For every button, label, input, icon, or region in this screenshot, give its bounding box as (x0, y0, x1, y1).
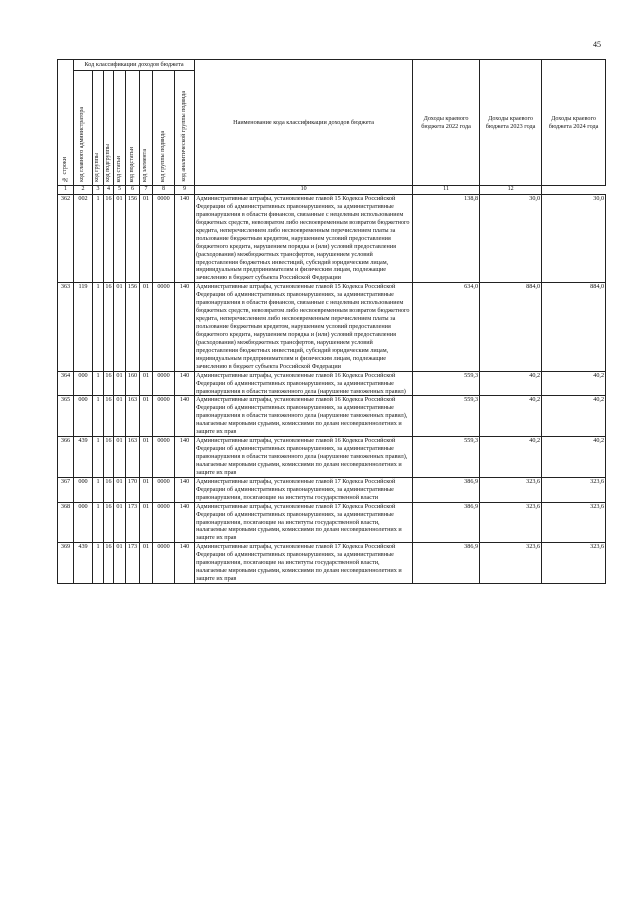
admin-code: 000 (74, 396, 93, 437)
header-admin: код главного администратора (74, 71, 93, 186)
income-name: Административные штрафы, установленные главой 15 Кодекса Российской Федерации об административных правонарушениях, за административные правонарушения в области финансов, связанные с нецелевым использованием бюджетных средств, невозвратом либо несвоевременным возвратом бюджетного кредита, неперечислением либо несвоевременным перечислением платы за пользование бюджетным кредитом, нарушением условий предоставления бюджетного кредита, нарушением порядка и (или) условий предоставления (расходования) межбюджетных трансфертов, нарушением условий предоставления бюджетных инвестиций, субсидий юридическим лицам, индивидуальным предпринимателям и физическим лицам, подлежащие зачислению в бюджет субъекта Российской Федерации (195, 283, 413, 371)
table-row (58, 543, 606, 584)
income-2022: 559,3 (413, 371, 480, 396)
subkind-code: 0000 (153, 477, 175, 502)
admin-code: 439 (74, 437, 93, 478)
income-2022: 559,3 (413, 437, 480, 478)
income-name: Административные штрафы, установленные главой 16 Кодекса Российской Федерации об административных правонарушениях, за административные правонарушения в области таможенного дела (нарушение таможенных правил), налагаемые мировыми судьями, комиссиями по делам несовершеннолетних и защите их прав (195, 396, 413, 437)
income-2022: 138,8 (413, 195, 480, 283)
income-2024: 30,0 (542, 195, 606, 283)
element-code: 01 (140, 502, 153, 543)
table-row (58, 371, 606, 396)
analytic-code: 140 (175, 371, 195, 396)
article-code: 01 (114, 477, 126, 502)
row-number: 363 (58, 283, 74, 371)
subgroup-code: 16 (104, 371, 114, 396)
subkind-code: 0000 (153, 437, 175, 478)
column-number: 9 (175, 186, 195, 195)
table-row (58, 283, 606, 371)
income-2023: 323,6 (480, 477, 542, 502)
income-name: Административные штрафы, установленные главой 17 Кодекса Российской Федерации об административных правонарушениях, за административные правонарушения, посягающие на институты государственной власти, налагаемые мировыми судьями, комиссиями по делам несовершеннолетних и защите их прав (195, 543, 413, 584)
row-number: 368 (58, 502, 74, 543)
admin-code: 000 (74, 477, 93, 502)
income-2022: 559,3 (413, 396, 480, 437)
row-number: 367 (58, 477, 74, 502)
group-code: 1 (93, 283, 104, 371)
row-number: 364 (58, 371, 74, 396)
subkind-code: 0000 (153, 195, 175, 283)
subgroup-code: 16 (104, 502, 114, 543)
element-code: 01 (140, 396, 153, 437)
subarticle-code: 160 (126, 371, 140, 396)
income-name: Административные штрафы, установленные главой 15 Кодекса Российской Федерации об административных правонарушениях, за административные правонарушения в области финансов, связанные с нецелевым использованием бюджетных средств, невозвратом либо несвоевременным возвратом бюджетного кредита, неперечислением либо несвоевременным перечислением платы за пользование бюджетным кредитом, нарушением условий предоставления бюджетного кредита, нарушением порядка и (или) условий предоставления (расходования) межбюджетных трансфертов, нарушением условий предоставления бюджетных инвестиций, субсидий юридическим лицам, индивидуальным предпринимателям и физическим лицам, подлежащие зачислению в бюджет субъекта Российской Федерации (195, 195, 413, 283)
analytic-code: 140 (175, 502, 195, 543)
admin-code: 000 (74, 371, 93, 396)
column-number: 5 (114, 186, 126, 195)
group-code: 1 (93, 543, 104, 584)
subgroup-code: 16 (104, 543, 114, 584)
income-2023: 323,6 (480, 543, 542, 584)
column-number: 6 (126, 186, 140, 195)
analytic-code: 140 (175, 477, 195, 502)
element-code: 01 (140, 371, 153, 396)
header-subkind: код группы подвида (153, 71, 175, 186)
table-row (58, 396, 606, 437)
column-number: 8 (153, 186, 175, 195)
header-2024: Доходы краевого бюджета 2024 года (542, 60, 606, 186)
admin-code: 439 (74, 543, 93, 584)
income-2023: 40,2 (480, 396, 542, 437)
header-2022: Доходы краевого бюджета 2022 года (413, 60, 480, 186)
income-2024: 40,2 (542, 396, 606, 437)
income-2023: 40,2 (480, 437, 542, 478)
header-analytic: код аналитической группы подвида (175, 71, 195, 186)
admin-code: 000 (74, 502, 93, 543)
income-2022: 386,9 (413, 502, 480, 543)
subgroup-code: 16 (104, 396, 114, 437)
row-number: 369 (58, 543, 74, 584)
header-name: Наименование кода классификации доходов бюджета (195, 60, 413, 186)
column-number-row (58, 186, 606, 195)
page-number: 45 (593, 40, 601, 49)
element-code: 01 (140, 283, 153, 371)
header-element: код элемента (140, 71, 153, 186)
income-2024: 323,6 (542, 543, 606, 584)
subarticle-code: 170 (126, 477, 140, 502)
group-code: 1 (93, 477, 104, 502)
article-code: 01 (114, 396, 126, 437)
row-number: 362 (58, 195, 74, 283)
article-code: 01 (114, 502, 126, 543)
subarticle-code: 163 (126, 437, 140, 478)
subgroup-code: 16 (104, 437, 114, 478)
admin-code: 002 (74, 195, 93, 283)
article-code: 01 (114, 283, 126, 371)
header-2023: Доходы краевого бюджета 2023 года (480, 60, 542, 186)
group-code: 1 (93, 396, 104, 437)
analytic-code: 140 (175, 396, 195, 437)
group-code: 1 (93, 437, 104, 478)
group-code: 1 (93, 371, 104, 396)
article-code: 01 (114, 437, 126, 478)
admin-code: 119 (74, 283, 93, 371)
element-code: 01 (140, 195, 153, 283)
table-row (58, 477, 606, 502)
column-number: 2 (74, 186, 93, 195)
column-number: 7 (140, 186, 153, 195)
header-subarticle: код подстатьи (126, 71, 140, 186)
subgroup-code: 16 (104, 283, 114, 371)
subarticle-code: 173 (126, 543, 140, 584)
income-2022: 386,9 (413, 477, 480, 502)
income-2024: 40,2 (542, 437, 606, 478)
subarticle-code: 156 (126, 195, 140, 283)
table-row (58, 195, 606, 283)
income-2024: 323,6 (542, 502, 606, 543)
income-2022: 386,9 (413, 543, 480, 584)
income-2023: 884,0 (480, 283, 542, 371)
element-code: 01 (140, 477, 153, 502)
income-2024: 323,6 (542, 477, 606, 502)
income-2024: 884,0 (542, 283, 606, 371)
header-group: код группы (93, 71, 104, 186)
income-2023: 40,2 (480, 371, 542, 396)
header-row-no: № строки (58, 60, 74, 186)
subarticle-code: 173 (126, 502, 140, 543)
column-number: 3 (93, 186, 104, 195)
income-2023: 323,6 (480, 502, 542, 543)
row-number: 366 (58, 437, 74, 478)
article-code: 01 (114, 195, 126, 283)
income-2024: 40,2 (542, 371, 606, 396)
income-name: Административные штрафы, установленные главой 17 Кодекса Российской Федерации об административных правонарушениях, за административные правонарушения, посягающие на институты государственной власти (195, 477, 413, 502)
group-code: 1 (93, 502, 104, 543)
analytic-code: 140 (175, 437, 195, 478)
subkind-code: 0000 (153, 396, 175, 437)
analytic-code: 140 (175, 195, 195, 283)
column-number: 11 (413, 186, 480, 195)
subgroup-code: 16 (104, 195, 114, 283)
header-subgroup: код подгруппы (104, 71, 114, 186)
column-number: 10 (195, 186, 413, 195)
subkind-code: 0000 (153, 283, 175, 371)
group-code: 1 (93, 195, 104, 283)
analytic-code: 140 (175, 543, 195, 584)
income-2023: 30,0 (480, 195, 542, 283)
column-number: 12 (480, 186, 542, 195)
header-classification-group: Код классификации доходов бюджета (74, 60, 195, 71)
income-2022: 634,0 (413, 283, 480, 371)
article-code: 01 (114, 543, 126, 584)
subkind-code: 0000 (153, 371, 175, 396)
table-row (58, 502, 606, 543)
income-name: Административные штрафы, установленные главой 17 Кодекса Российской Федерации об административных правонарушениях, за административные правонарушения, посягающие на институты государственной власти, налагаемые мировыми судьями, комиссиями по делам несовершеннолетних и защите их прав (195, 502, 413, 543)
header-article: код статьи (114, 71, 126, 186)
income-name: Административные штрафы, установленные главой 16 Кодекса Российской Федерации об административных правонарушениях, за административные правонарушения в области таможенного дела (нарушение таможенных правил) (195, 371, 413, 396)
income-name: Административные штрафы, установленные главой 16 Кодекса Российской Федерации об административных правонарушениях, за административные правонарушения в области таможенного дела (нарушение таможенных правил), налагаемые мировыми судьями, комиссиями по делам несовершеннолетних и защите их прав (195, 437, 413, 478)
budget-income-table (57, 59, 606, 584)
column-number: 4 (104, 186, 114, 195)
subkind-code: 0000 (153, 543, 175, 584)
column-number: 1 (58, 186, 74, 195)
subkind-code: 0000 (153, 502, 175, 543)
subarticle-code: 163 (126, 396, 140, 437)
subarticle-code: 156 (126, 283, 140, 371)
subgroup-code: 16 (104, 477, 114, 502)
element-code: 01 (140, 437, 153, 478)
analytic-code: 140 (175, 283, 195, 371)
row-number: 365 (58, 396, 74, 437)
element-code: 01 (140, 543, 153, 584)
article-code: 01 (114, 371, 126, 396)
table-row (58, 437, 606, 478)
